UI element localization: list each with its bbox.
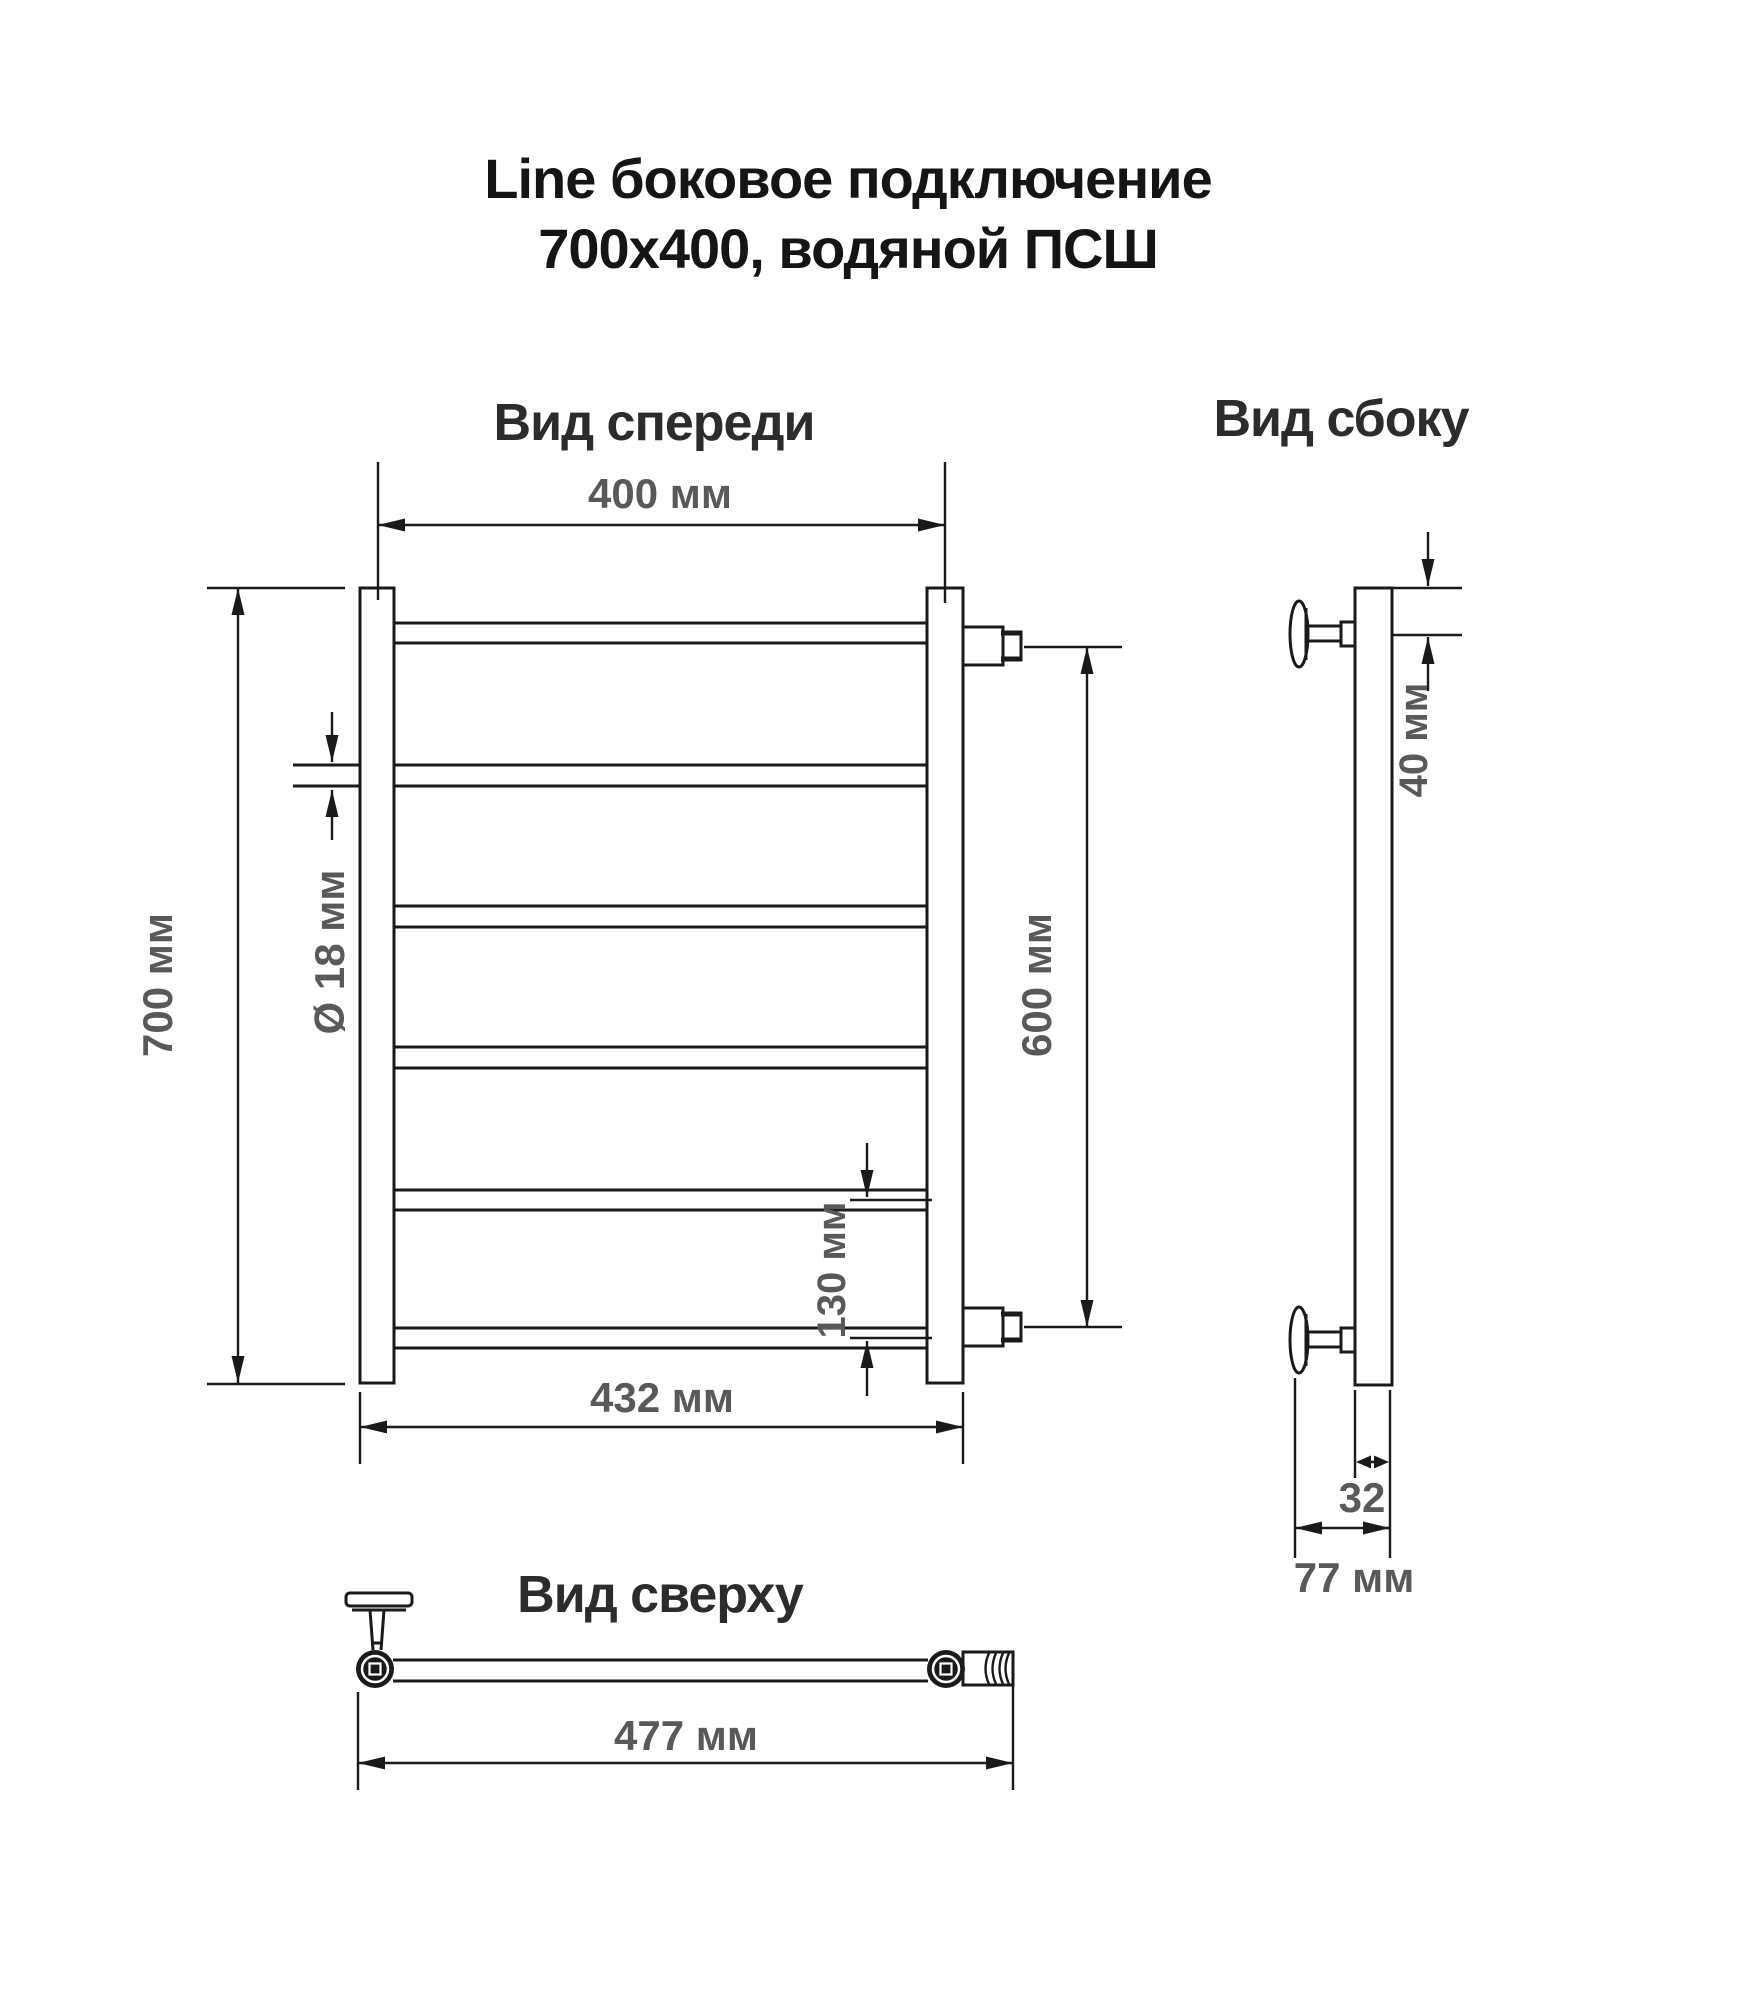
dim-600 xyxy=(1013,647,1122,1327)
title-line2: 700x400, водяной ПСШ xyxy=(538,217,1158,280)
dim-477-label: 477 мм xyxy=(614,1712,758,1759)
side-post-profile xyxy=(1355,588,1392,1385)
dim-diameter-18 xyxy=(306,712,353,1034)
top-connection-fitting xyxy=(963,627,1021,665)
side-view-label: Вид сбоку xyxy=(1213,390,1469,448)
dim-432 xyxy=(360,1374,963,1464)
title-block xyxy=(484,147,1211,280)
rung xyxy=(394,906,927,927)
left-post xyxy=(360,588,394,1383)
dim-130-label: 130 мм xyxy=(810,1201,854,1339)
collet-left xyxy=(356,1650,394,1688)
dim-130 xyxy=(810,1143,932,1396)
dim-40-label: 40 мм xyxy=(1392,682,1436,798)
dim-477 xyxy=(358,1652,1013,1790)
union-nut xyxy=(963,1652,1013,1685)
front-view xyxy=(134,462,1122,1464)
top-view-label: Вид сверху xyxy=(517,1566,803,1624)
title-line1: Line боковое подключение xyxy=(484,147,1212,210)
dim-32 xyxy=(1339,1390,1390,1558)
rung xyxy=(394,1047,927,1068)
dim-diameter-label: Ø 18 мм xyxy=(306,869,353,1035)
collet-right xyxy=(927,1650,965,1688)
dim-32-label: 32 xyxy=(1338,1474,1386,1521)
top-tube xyxy=(393,1660,928,1681)
dim-400-label: 400 мм xyxy=(588,470,732,517)
wall-bracket-top-view xyxy=(346,1593,412,1650)
dim-400 xyxy=(378,462,945,603)
wall-bracket-bottom xyxy=(1290,1307,1355,1373)
front-view-label: Вид спереди xyxy=(493,394,815,452)
bottom-connection-fitting xyxy=(963,1308,1021,1346)
wall-bracket-top xyxy=(1290,601,1355,667)
dim-77-label: 77 мм xyxy=(1293,1554,1415,1601)
side-view xyxy=(1290,532,1462,1601)
rung xyxy=(394,623,927,643)
dim-600-label: 600 мм xyxy=(1013,913,1060,1057)
dim-700-label: 700 мм xyxy=(134,913,181,1057)
dim-432-label: 432 мм xyxy=(590,1374,734,1421)
dim-40 xyxy=(1392,532,1462,797)
right-post xyxy=(927,588,963,1383)
